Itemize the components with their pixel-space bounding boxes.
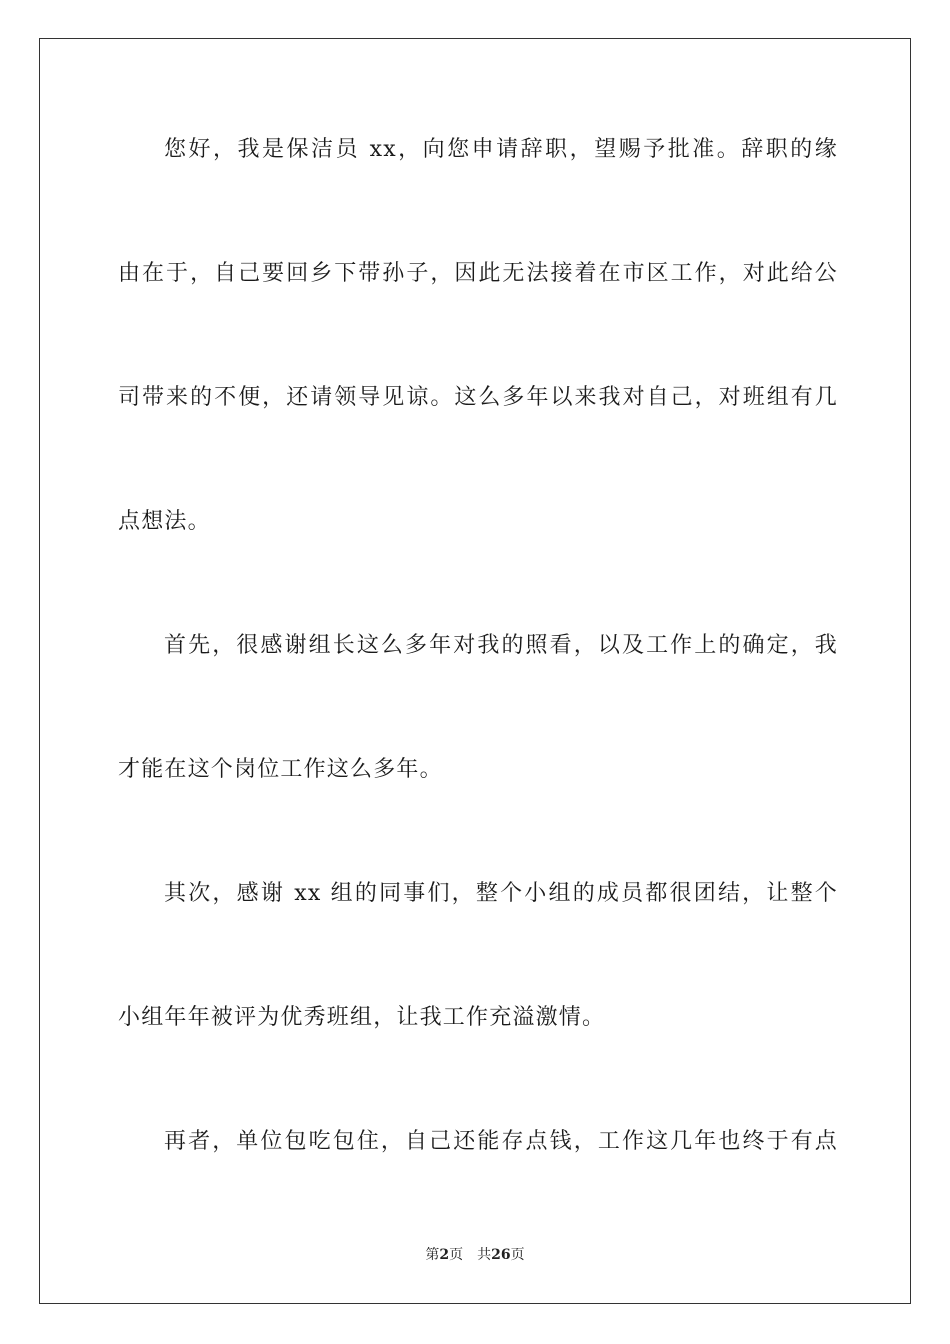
page-prefix: 第 [425, 1247, 440, 1263]
text-line: 其次，感谢 xx 组的同事们，整个小组的成员都很团结，让整个 [164, 881, 838, 906]
total-pages: 26 [491, 1247, 511, 1263]
document-body [118, 118, 838, 1234]
text-line: 再者，单位包吃包住，自己还能存点钱，工作这几年也终于有点 [164, 1129, 838, 1154]
text-line: 才能在这个岗位工作这么多年。 [118, 757, 443, 782]
text-line: 司带来的不便，还请领导见谅。这么多年以来我对自己，对班组有几 [118, 385, 838, 410]
page-footer [0, 1244, 950, 1264]
text-line: 首先，很感谢组长这么多年对我的照看，以及工作上的确定，我 [164, 633, 838, 658]
page-suffix: 页 [449, 1247, 464, 1263]
text-line: 您好，我是保洁员 xx，向您申请辞职，望赐予批准。辞职的缘 [164, 137, 838, 162]
total-suffix: 页 [510, 1247, 525, 1263]
total-prefix: 共 [477, 1247, 492, 1263]
text-line: 小组年年被评为优秀班组，让我工作充溢激情。 [118, 1005, 606, 1030]
text-line: 由在于，自己要回乡下带孙子，因此无法接着在市区工作，对此给公 [118, 261, 838, 286]
text-line: 点想法。 [118, 509, 211, 534]
page-number: 2 [439, 1247, 450, 1263]
